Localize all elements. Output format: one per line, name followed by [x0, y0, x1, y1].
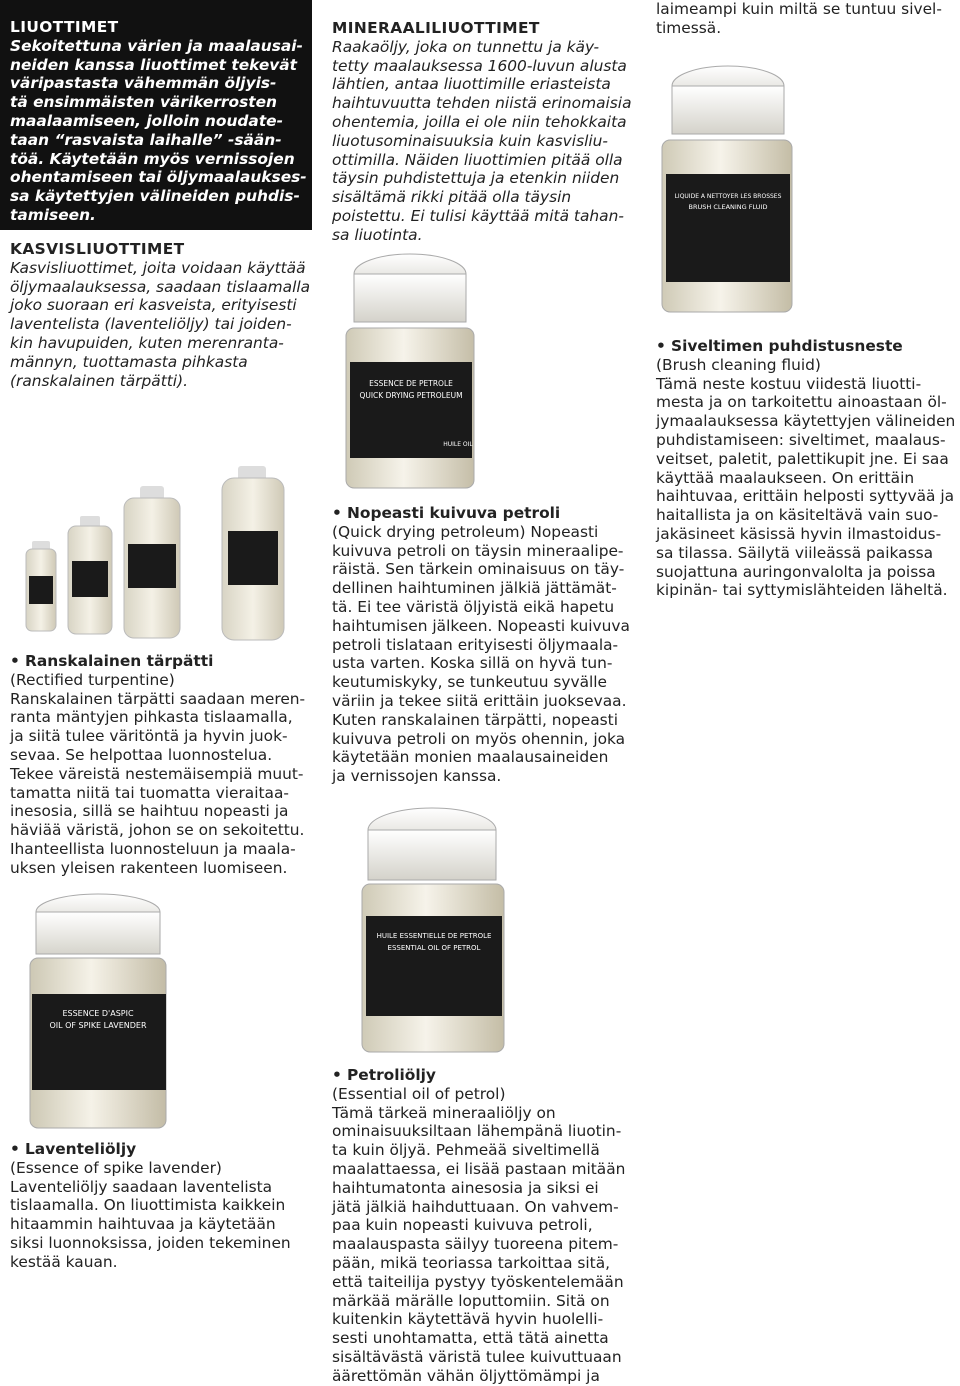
text-line: puhdistamiseen: siveltimet, maalaus-	[656, 430, 946, 449]
text-line: häviää väristä, johon se on sekoitettu.	[10, 821, 305, 840]
svg-text:OIL OF SPIKE LAVENDER: OIL OF SPIKE LAVENDER	[49, 1021, 147, 1030]
text-line: Ihanteellista luonnosteluun ja maala-	[10, 839, 296, 858]
sivelti-section	[656, 337, 960, 600]
text-line: mesta ja on tarkoitettu ainoastaan öl-	[656, 393, 947, 412]
text-line: petroli tislataan erityisesti öljymaala-	[332, 635, 619, 654]
text-line: männyn, tuottamasta pihkasta	[10, 352, 248, 371]
nopeasti-section	[332, 504, 637, 786]
text-line: käyttää maalaukseen. On erittäin	[656, 468, 915, 487]
text-line: töä. Käytetään myös vernissojen	[10, 149, 295, 168]
text-line: tislaamalla. On liuottimista kaikkein	[10, 1196, 286, 1215]
svg-text:ESSENTIAL OIL OF PETROL: ESSENTIAL OIL OF PETROL	[387, 944, 481, 952]
text-line: Kuten ranskalainen tärpätti, nopeasti	[332, 710, 618, 729]
section-title: • Laventeliöljy	[10, 1140, 137, 1158]
text-line: väriin ja tekee siitä erittäin juoksevaa.	[332, 691, 627, 710]
text-line: ominaisuuksiltaan lähempänä liuotin-	[332, 1122, 622, 1141]
text-line: haihtuvuutta tehden niistä erinomaisia	[332, 94, 632, 113]
text-line: kipinän- tai syttymislähteiden läheltä.	[656, 581, 948, 600]
text-line: että taiteilija pystyy työskentelemään	[332, 1272, 624, 1291]
text-line: (Essential oil of petrol)	[332, 1084, 506, 1103]
text-line: taan “rasvaista laihalle” -sään-	[10, 130, 282, 149]
text-line: kestää kauan.	[10, 1252, 118, 1271]
text-line: kuivuva petroli on täysin mineraalipe-	[332, 541, 624, 560]
text-line: hitaammin haihtuvaa ja käytetään	[10, 1215, 276, 1234]
text-line: äärettömän vähän öljyttömämpi ja	[332, 1366, 600, 1385]
text-line: haihtumatonta ainesosia ja siksi ei	[332, 1178, 599, 1197]
text-line: suojattuna auringonvalolta ja poissa	[656, 562, 936, 581]
text-line: uksen yleisen rakenteen luomiseen.	[10, 858, 288, 877]
section-heading: LIUOTTIMET	[10, 18, 119, 36]
text-line: (Quick drying petroleum) Nopeasti	[332, 522, 599, 541]
kasvis-section	[10, 240, 310, 390]
text-line: kuivuva petroli on myös ohennin, joka	[332, 729, 626, 748]
aspic-bottle-photo	[10, 882, 168, 1130]
text-line: ohentemia, joilla ei ole niin tehokkaita	[332, 112, 627, 131]
text-line: dellinen haihtuminen jälkiä jättämät-	[332, 579, 617, 598]
text-line: paa kuin nopeasti kuivuva petroli,	[332, 1216, 593, 1235]
intro-box	[0, 0, 312, 230]
svg-text:LIQUIDE A NETTOYER LES BROSSES: LIQUIDE A NETTOYER LES BROSSES	[674, 193, 782, 200]
laventeli-section	[10, 1140, 310, 1272]
text-line: tamiseen.	[10, 205, 96, 224]
text-line: keutumiskyky, se tunkeutuu syvälle	[332, 673, 608, 692]
text-line: tä. Ei tee väristä öljyistä eikä hapetu	[332, 597, 615, 616]
text-line: poistettu. Ei tulisi käyttää mitä tahan-	[332, 206, 624, 225]
text-line: pään, mikä teoriassa tarkoittaa sitä,	[332, 1253, 611, 1272]
text-line: (Brush cleaning fluid)	[656, 355, 821, 374]
svg-text:HUILE OIL: HUILE OIL	[443, 441, 473, 448]
section-heading: MINERAALILIUOTTIMET	[332, 19, 540, 37]
bottles-group-photo	[10, 436, 312, 646]
svg-text:BRUSH CLEANING FLUID: BRUSH CLEANING FLUID	[688, 203, 768, 211]
text-line: veitset, paletit, palettikupit jne. Ei saa	[656, 449, 949, 468]
text-line: jätä jälkiä haihduttuaan. On vahvem-	[332, 1197, 619, 1216]
text-line: usta varten. Koska sillä on hyvä tun-	[332, 654, 613, 673]
tarpatti-section	[10, 652, 310, 878]
section-heading: KASVISLIUOTTIMET	[10, 240, 185, 258]
text-line: Kasvisliuottimet, joita voidaan käyttää	[10, 258, 306, 277]
text-line: Tekee väreistä nestemäisempiä muut-	[10, 764, 304, 783]
text-line: ja siitä tulee väritöntä ja hyvin juok-	[10, 727, 288, 746]
svg-text:ESSENCE D'ASPIC: ESSENCE D'ASPIC	[62, 1009, 134, 1018]
text-line: haitallista ja on käsiteltävä vain suo-	[656, 506, 939, 525]
text-line: ohentamiseen tai öljymaalaukses-	[10, 168, 307, 187]
text-line: ja vernissojen kanssa.	[332, 767, 502, 786]
text-line: tä ensimmäisten värikerrosten	[10, 93, 278, 112]
text-line: tetty maalauksessa 1600-luvun alusta	[332, 56, 627, 75]
text-line: timessä.	[656, 18, 722, 37]
text-line: sisältämä rikki pitää olla täysin	[332, 188, 572, 207]
section-title: • Petroliöljy	[332, 1066, 436, 1084]
text-line: haihtumisen jälkeen. Nopeasti kuivuva	[332, 616, 630, 635]
section-title: • Siveltimen puhdistusneste	[656, 337, 903, 355]
text-line: täysin puhdistettuja ja etenkin niiden	[332, 169, 620, 188]
text-line: ranta mäntyjen pihkasta tislaamalla,	[10, 708, 293, 727]
text-line: liuotusominaisuuksia kuin kasvisliu-	[332, 131, 608, 150]
text-line: maalauspasta säilyy tuoreena pitem-	[332, 1235, 619, 1254]
text-line: käytetään monien maalausaineiden	[332, 748, 609, 767]
text-line: siksi luonnoksissa, joiden tekeminen	[10, 1233, 291, 1252]
section-title: • Ranskalainen tärpätti	[10, 652, 214, 670]
text-line: räistä. Sen tärkein ominaisuus on täy-	[332, 560, 625, 579]
text-line: Raakaöljy, joka on tunnettu ja käy-	[332, 37, 600, 56]
text-line: Sekoitettuna värien ja maalausai-	[10, 36, 303, 55]
svg-text:QUICK DRYING PETROLEUM: QUICK DRYING PETROLEUM	[359, 391, 463, 400]
text-line: joko suoraan eri kasveista, erityisesti	[10, 296, 297, 315]
text-line: ottimilla. Näiden liuottimien pitää olla	[332, 150, 623, 169]
text-line: sisältävästä väristä tulee kuivuttuaan	[332, 1347, 622, 1366]
text-line: (Rectified turpentine)	[10, 670, 175, 689]
text-line: sesti unohtamatta, että tätä ainetta	[332, 1329, 609, 1348]
svg-text:ESSENCE DE PETROLE: ESSENCE DE PETROLE	[369, 379, 453, 388]
text-line: öljymaalauksessa, saadaan tislaamalla	[10, 277, 311, 296]
text-line: (ranskalainen tärpätti).	[10, 371, 188, 390]
section-title: • Nopeasti kuivuva petroli	[332, 504, 561, 522]
text-line: Ranskalainen tärpätti saadaan meren-	[10, 689, 306, 708]
brush-fluid-bottle-photo	[656, 56, 796, 316]
text-line: ta kuin öljyä. Pehmeää siveltimellä	[332, 1141, 600, 1160]
text-line: maalaamiseen, jolloin noudate-	[10, 111, 284, 130]
text-line: sa tilassa. Säilytä viileässä paikassa	[656, 543, 934, 562]
text-line: väripastasta vähemmän öljyis-	[10, 74, 277, 93]
text-line: kin havupuiden, kuten merenranta-	[10, 333, 284, 352]
text-line: kuitenkin käytettävä hyvin huolelli-	[332, 1310, 604, 1329]
text-line: lähtien, antaa liuottimille eriasteista	[332, 75, 611, 94]
essential-oil-bottle-photo	[336, 792, 506, 1056]
petroli-section	[332, 1066, 637, 1386]
text-line: maalattaessa, ei lisää pastaan mitään	[332, 1159, 626, 1178]
text-line: inesosia, sillä se haihtuu nopeasti ja	[10, 802, 289, 821]
text-line: sa käytettyjen välineiden puhdis-	[10, 187, 300, 206]
text-line: neiden kanssa liuottimet tekevät	[10, 55, 298, 74]
text-line: haihtuvaa, erittäin helposti syttyvää ja	[656, 487, 955, 506]
text-line: jakäsineet käsissä hyvin ilmastoidus-	[656, 524, 942, 543]
text-line: Tämä tärkeä mineraaliöljy on	[332, 1103, 556, 1122]
text-line: Laventeliöljy saadaan laventelista	[10, 1177, 273, 1196]
svg-text:HUILE ESSENTIELLE DE PETROLE: HUILE ESSENTIELLE DE PETROLE	[376, 932, 492, 940]
text-line: jymaalauksessa käytettyjen välineiden	[656, 412, 956, 431]
text-line: sevaa. Se helpottaa luonnostelua.	[10, 745, 273, 764]
text-line: tamatta niitä tai tuomatta vieraitaa-	[10, 783, 289, 802]
text-line: märkää märälle loputtomiin. Sitä on	[332, 1291, 610, 1310]
text-line: (Essence of spike lavender)	[10, 1158, 222, 1177]
text-line: sa liuotinta.	[332, 225, 423, 244]
text-line: Tämä neste kostuu viidestä liuotti-	[656, 374, 922, 393]
continuation-text	[656, 0, 956, 38]
text-line: laimeampi kuin miltä se tuntuu sivel-	[656, 0, 942, 18]
text-line: laventelista (laventeliöljy) tai joiden-	[10, 315, 292, 334]
petroleum-bottle-photo	[338, 244, 478, 490]
mineraali-section	[332, 19, 637, 245]
